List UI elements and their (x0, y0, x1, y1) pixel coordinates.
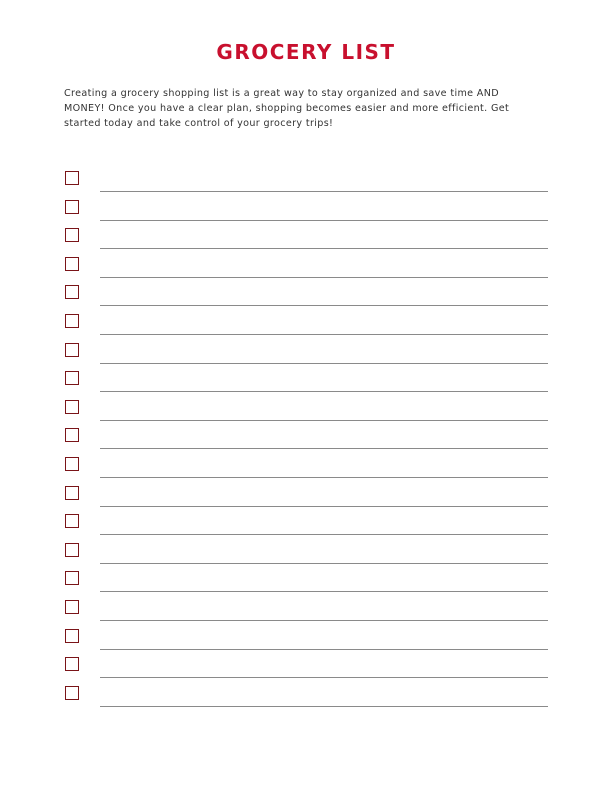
write-in-line[interactable] (100, 534, 548, 535)
page-title: GROCERY LIST (216, 40, 396, 64)
list-item (0, 228, 612, 257)
list-item (0, 171, 612, 200)
write-in-line[interactable] (100, 677, 548, 678)
list-item (0, 543, 612, 572)
write-in-line[interactable] (100, 591, 548, 592)
list-item (0, 657, 612, 686)
write-in-line[interactable] (100, 220, 548, 221)
write-in-line[interactable] (100, 391, 548, 392)
write-in-line[interactable] (100, 277, 548, 278)
checkbox[interactable] (65, 400, 79, 414)
write-in-line[interactable] (100, 620, 548, 621)
write-in-line[interactable] (100, 563, 548, 564)
checkbox[interactable] (65, 571, 79, 585)
write-in-line[interactable] (100, 191, 548, 192)
checkbox[interactable] (65, 543, 79, 557)
list-item (0, 600, 612, 629)
list-item (0, 285, 612, 314)
list-item (0, 571, 612, 600)
list-item (0, 314, 612, 343)
write-in-line[interactable] (100, 248, 548, 249)
checkbox[interactable] (65, 600, 79, 614)
list-item (0, 686, 612, 715)
checkbox[interactable] (65, 228, 79, 242)
write-in-line[interactable] (100, 506, 548, 507)
write-in-line[interactable] (100, 334, 548, 335)
checkbox[interactable] (65, 200, 79, 214)
list-item (0, 629, 612, 658)
write-in-line[interactable] (100, 363, 548, 364)
write-in-line[interactable] (100, 420, 548, 421)
list-item (0, 257, 612, 286)
list-item (0, 457, 612, 486)
checkbox[interactable] (65, 428, 79, 442)
checkbox[interactable] (65, 457, 79, 471)
write-in-line[interactable] (100, 649, 548, 650)
checkbox[interactable] (65, 285, 79, 299)
list-item (0, 486, 612, 515)
checkbox[interactable] (65, 629, 79, 643)
checkbox[interactable] (65, 257, 79, 271)
checkbox[interactable] (65, 314, 79, 328)
checkbox[interactable] (65, 514, 79, 528)
checkbox[interactable] (65, 343, 79, 357)
checkbox[interactable] (65, 171, 79, 185)
list-item (0, 343, 612, 372)
list-item (0, 428, 612, 457)
write-in-line[interactable] (100, 477, 548, 478)
list-item (0, 200, 612, 229)
write-in-line[interactable] (100, 305, 548, 306)
write-in-line[interactable] (100, 706, 548, 707)
list-item (0, 371, 612, 400)
write-in-line[interactable] (100, 448, 548, 449)
list-item (0, 514, 612, 543)
checkbox[interactable] (65, 486, 79, 500)
checkbox[interactable] (65, 686, 79, 700)
checkbox[interactable] (65, 657, 79, 671)
list-item (0, 400, 612, 429)
intro-paragraph: Creating a grocery shopping list is a great way to stay organized and save time AND MONEY! Once you have a clear plan, shopping becomes easier and more efficient. Get started today and take control of your grocery trips! (64, 88, 510, 129)
checkbox[interactable] (65, 371, 79, 385)
